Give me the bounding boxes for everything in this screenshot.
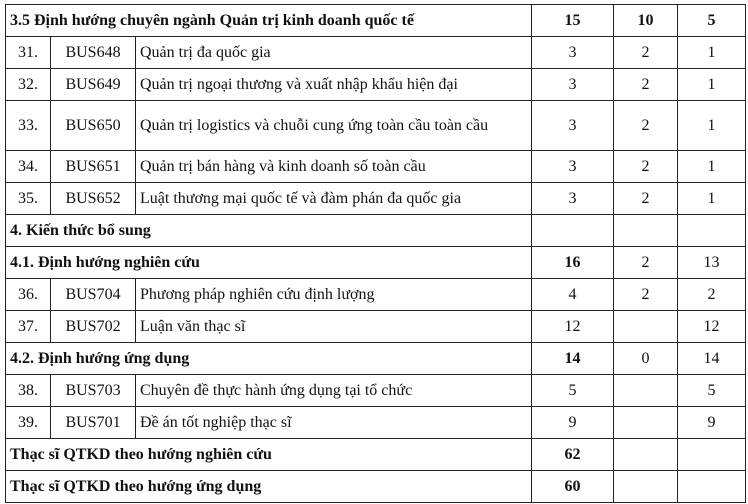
section-title: 4.1. Định hướng nghiên cứu [6,247,532,279]
practice-credits: 1 [678,183,746,215]
practice-credits: 1 [678,151,746,183]
theory-credits: 2 [614,101,678,151]
row-number: 37. [6,311,51,343]
course-name: Đề án tốt nghiệp thạc sĩ [136,407,532,439]
total-credits: 12 [532,311,614,343]
section-title: 4.2. Định hướng ứng dụng [6,343,532,375]
total-credits: 60 [532,471,614,503]
total-credits: 3 [532,101,614,151]
row-number: 38. [6,375,51,407]
section-title: 3.5 Định hướng chuyên ngành Quản trị kinh doanh quốc tế [6,5,532,37]
practice-credits: 14 [678,343,746,375]
course-row [6,151,746,183]
row-number: 35. [6,183,51,215]
practice-credits: 5 [678,375,746,407]
row-number: 33. [6,101,51,151]
row-number: 39. [6,407,51,439]
total-credits: 3 [532,69,614,101]
total-credits: 16 [532,247,614,279]
practice-credits: 9 [678,407,746,439]
total-credits: 3 [532,183,614,215]
practice-credits [678,439,746,471]
total-credits [532,215,614,247]
theory-credits: 2 [614,69,678,101]
course-row [6,183,746,215]
course-code: BUS702 [51,311,136,343]
course-row [6,69,746,101]
curriculum-table-body [6,5,746,503]
course-row [6,101,746,151]
section-row [6,343,746,375]
section-title: 4. Kiến thức bổ sung [6,215,532,247]
section-row [6,5,746,37]
total-credits: 9 [532,407,614,439]
practice-credits: 12 [678,311,746,343]
total-credits: 4 [532,279,614,311]
theory-credits [614,215,678,247]
course-name: Quản trị bán hàng và kinh doanh số toàn cầu [136,151,532,183]
course-row [6,279,746,311]
course-code: BUS649 [51,69,136,101]
course-code: BUS651 [51,151,136,183]
curriculum-table [5,4,746,503]
theory-credits [614,311,678,343]
total-credits: 3 [532,151,614,183]
total-credits: 3 [532,37,614,69]
course-code: BUS648 [51,37,136,69]
section-row [6,471,746,503]
practice-credits: 5 [678,5,746,37]
section-row [6,247,746,279]
theory-credits [614,439,678,471]
course-code: BUS650 [51,101,136,151]
theory-credits [614,375,678,407]
course-name: Luận văn thạc sĩ [136,311,532,343]
total-credits: 5 [532,375,614,407]
theory-credits: 2 [614,151,678,183]
course-row [6,407,746,439]
course-name: Quản trị đa quốc gia [136,37,532,69]
practice-credits: 1 [678,37,746,69]
course-name: Luật thương mại quốc tế và đàm phán đa quốc gia [136,183,532,215]
course-name: Chuyên đề thực hành ứng dụng tại tổ chức [136,375,532,407]
total-credits: 14 [532,343,614,375]
section-row [6,439,746,471]
course-name: Quản trị logistics và chuỗi cung ứng toàn cầu toàn cầu [136,101,532,151]
total-credits: 15 [532,5,614,37]
course-row [6,375,746,407]
course-name: Phương pháp nghiên cứu định lượng [136,279,532,311]
practice-credits [678,471,746,503]
course-row [6,37,746,69]
theory-credits: 2 [614,279,678,311]
total-credits: 62 [532,439,614,471]
theory-credits: 10 [614,5,678,37]
theory-credits: 2 [614,37,678,69]
practice-credits: 2 [678,279,746,311]
row-number: 36. [6,279,51,311]
row-number: 34. [6,151,51,183]
practice-credits: 13 [678,247,746,279]
course-name: Quản trị ngoại thương và xuất nhập khẩu hiện đại [136,69,532,101]
section-row [6,215,746,247]
practice-credits: 1 [678,101,746,151]
course-code: BUS652 [51,183,136,215]
section-title: Thạc sĩ QTKD theo hướng ứng dụng [6,471,532,503]
course-code: BUS703 [51,375,136,407]
row-number: 31. [6,37,51,69]
practice-credits [678,215,746,247]
theory-credits: 2 [614,183,678,215]
practice-credits: 1 [678,69,746,101]
theory-credits: 2 [614,247,678,279]
theory-credits [614,471,678,503]
course-code: BUS701 [51,407,136,439]
theory-credits: 0 [614,343,678,375]
theory-credits [614,407,678,439]
section-title: Thạc sĩ QTKD theo hướng nghiên cứu [6,439,532,471]
course-row [6,311,746,343]
course-code: BUS704 [51,279,136,311]
row-number: 32. [6,69,51,101]
